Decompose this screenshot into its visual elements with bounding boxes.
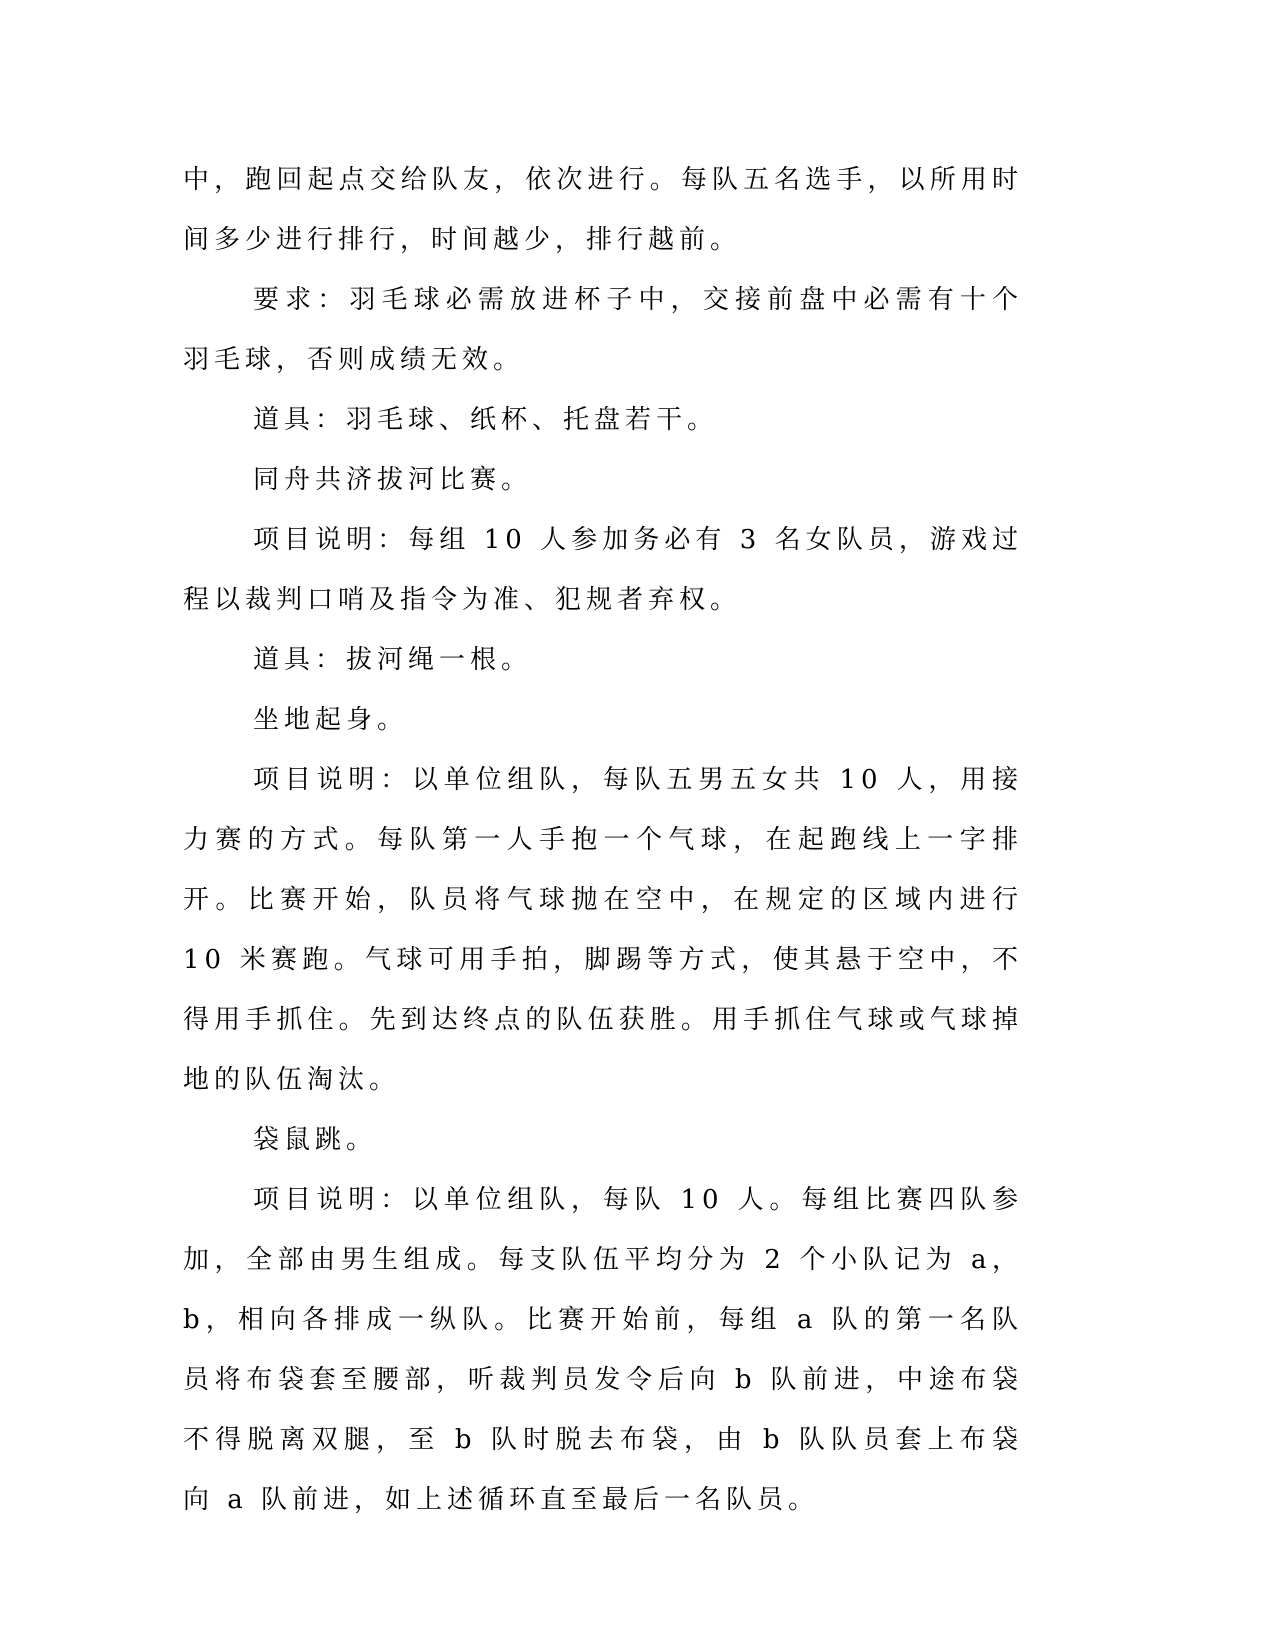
heading-kangaroo-jump: 袋鼠跳。 <box>253 1125 378 1155</box>
paragraph-kangaroo-jump-description: 项目说明：以单位组队，每队 10 人。每组比赛四队参加，全部由男生组成。每支队伍平均分为 2 个小队记为 a，b，相向各排成一纵队。比赛开始前，每组 a 队的第一名队员将布袋套至腰部，听裁判员发令后向 b 队前进，中途布袋不得脱离双腿，至 b 队时脱去布袋，由 b 队队员套上布袋向 a 队前进，如上述循环直至最后一名队员。 <box>183 1185 1023 1515</box>
paragraph-props-rope: 道具：拔河绳一根。 <box>253 645 533 675</box>
heading-tug-of-war: 同舟共济拔河比赛。 <box>253 465 533 495</box>
paragraph-requirements: 要求：羽毛球必需放进杯子中，交接前盘中必需有十个羽毛球，否则成绩无效。 <box>183 285 1023 375</box>
document-page <box>183 150 1023 1530</box>
paragraph-continuation: 中，跑回起点交给队友，依次进行。每队五名选手，以所用时间多少进行排行，时间越少，排行越前。 <box>183 165 1023 255</box>
paragraph-props-badminton: 道具：羽毛球、纸杯、托盘若干。 <box>253 405 719 435</box>
heading-sit-and-rise: 坐地起身。 <box>253 705 409 735</box>
paragraph-balloon-relay-description: 项目说明：以单位组队，每队五男五女共 10 人，用接力赛的方式。每队第一人手抱一个气球，在起跑线上一字排开。比赛开始，队员将气球抛在空中，在规定的区域内进行 10 米赛跑。气球可用手拍，脚踢等方式，使其悬于空中，不得用手抓住。先到达终点的队伍获胜。用手抓住气球或气球掉地的队伍淘汰。 <box>183 765 1023 1095</box>
paragraph-tug-of-war-description: 项目说明：每组 10 人参加务必有 3 名女队员，游戏过程以裁判口哨及指令为准、犯规者弃权。 <box>183 525 1023 615</box>
